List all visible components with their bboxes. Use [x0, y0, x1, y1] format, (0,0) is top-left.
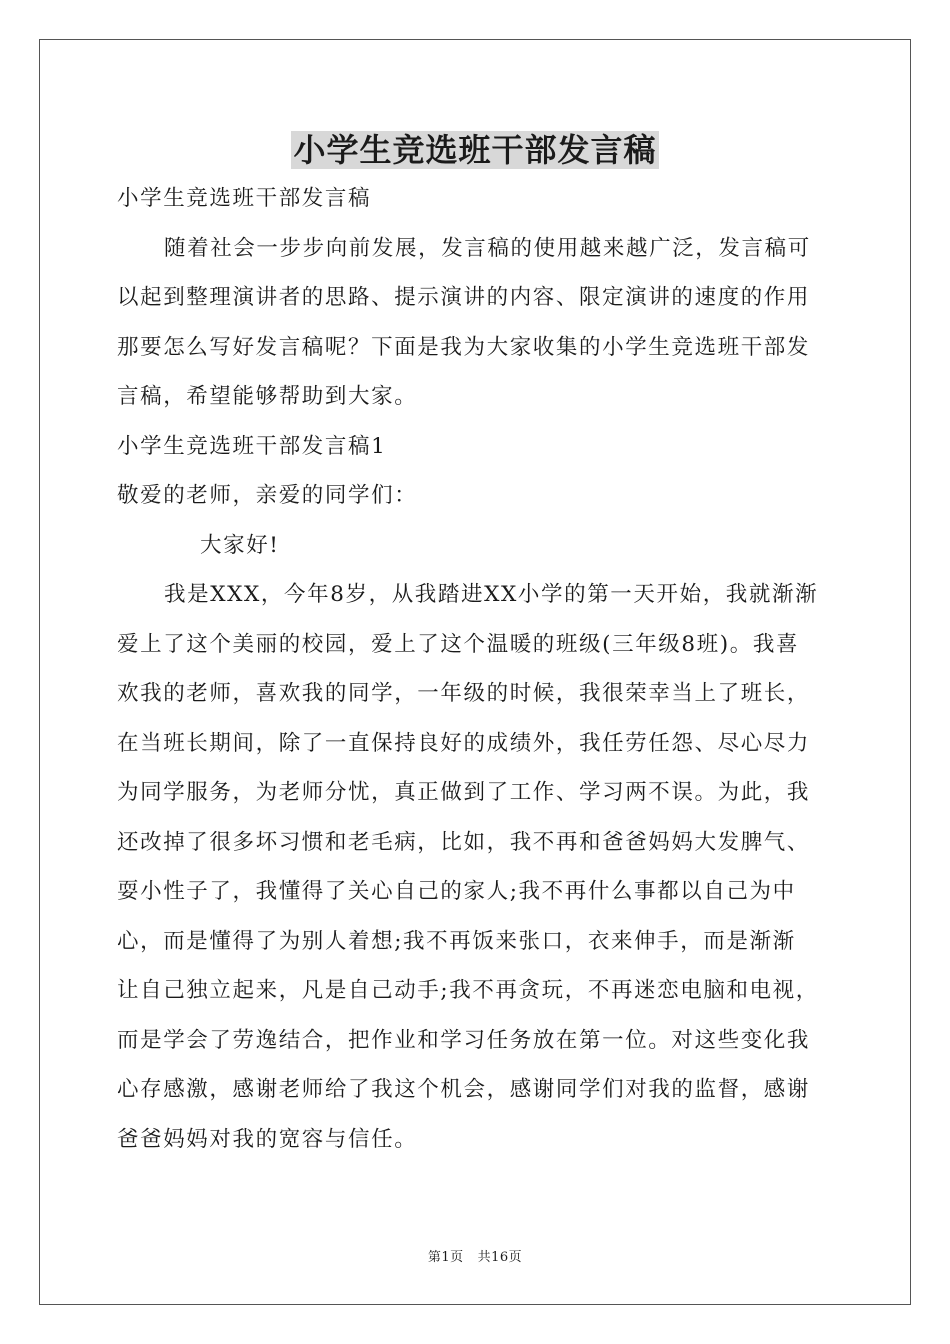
paragraph-line: 而是学会了劳逸结合，把作业和学习任务放在第一位。对这些变化我: [117, 1027, 811, 1053]
page-total: 共16页: [477, 1250, 523, 1265]
document-title: [0, 126, 950, 174]
section-heading: 小学生竞选班干部发言稿1: [117, 433, 387, 459]
paragraph-line: 爸爸妈妈对我的宽容与信任。: [117, 1126, 418, 1152]
paragraph-line: 言稿，希望能够帮助到大家。: [117, 384, 418, 409]
paragraph-line: 为同学服务，为老师分忧，真正做到了工作、学习两不误。为此，我: [117, 780, 811, 805]
paragraph-line: 欢我的老师，喜欢我的同学，一年级的时候，我很荣幸当上了班长，: [117, 681, 811, 706]
paragraph-line: 在当班长期间，除了一直保持良好的成绩外，我任劳任怨、尽心尽力: [117, 730, 811, 756]
paragraph-line: 还改掉了很多坏习惯和老毛病，比如，我不再和爸爸妈妈大发脾气、: [117, 829, 811, 855]
salutation-line: 敬爱的老师，亲爱的同学们：: [117, 483, 418, 508]
paragraph-line: 心存感激，感谢老师给了我这个机会，感谢同学们对我的监督，感谢: [117, 1077, 811, 1102]
paragraph-line: 爱上了这个美丽的校园，爱上了这个温暖的班级(三年级8班)。我喜: [117, 631, 800, 657]
paragraph-line: 以起到整理演讲者的思路、提示演讲的内容、限定演讲的速度的作用: [117, 285, 811, 310]
paragraph-line: 让自己独立起来，凡是自己动手;我不再贪玩，不再迷恋电脑和电视，: [117, 978, 819, 1003]
subtitle-line: 小学生竞选班干部发言稿: [117, 186, 372, 211]
paragraph-line: 心，而是懂得了为别人着想;我不再饭来张口，衣来伸手，而是渐渐: [117, 928, 796, 954]
greeting-line: 大家好!: [200, 532, 280, 558]
page-footer: [0, 1246, 950, 1265]
page-number: 第1页: [427, 1250, 464, 1265]
document-body: [117, 180, 835, 1170]
paragraph-line: 耍小性子了，我懂得了关心自己的家人;我不再什么事都以自己为中: [117, 879, 796, 904]
paragraph-line: 那要怎么写好发言稿呢？下面是我为大家收集的小学生竞选班干部发: [117, 334, 811, 360]
paragraph-line: 我是XXX，今年8岁，从我踏进XX小学的第一天开始，我就渐渐: [164, 582, 819, 607]
paragraph-line: 随着社会一步步向前发展，发言稿的使用越来越广泛，发言稿可: [164, 235, 811, 261]
document-title-text: 小学生竞选班干部发言稿: [293, 131, 657, 169]
